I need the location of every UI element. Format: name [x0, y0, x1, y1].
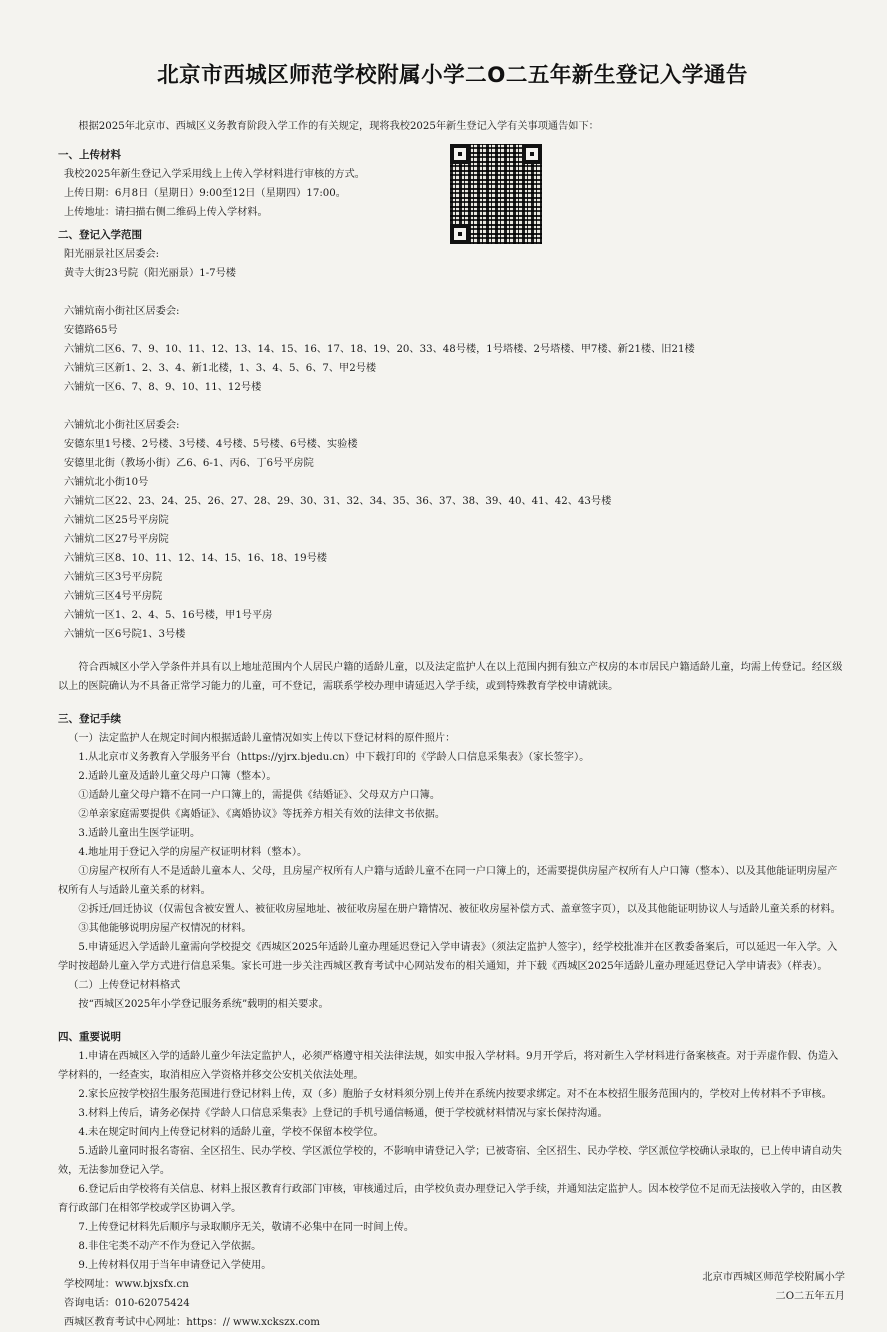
note-item: 2.家长应按学校招生服务范围进行登记材料上传，双（多）胞胎子女材料须分别上传并在系统内按要求绑定。对不在本校招生服务范围内的，学校对上传材料不予审核。 — [78, 1089, 832, 1100]
address-line: 六铺炕三区3号平房院 — [64, 572, 163, 583]
note-item: 1.申请在西城区入学的适龄儿童少年法定监护人，必须严格遵守相关法律法规，如实申报入学材料。9月开学后，将对新生入学材料进行备案核查。对于弄虚作假、伪造入学材料的，一经查实，取消相应入学资格并移交公安机关依法处理。 — [58, 1051, 839, 1081]
section-heading: 四、重要说明 — [58, 1031, 121, 1043]
note-item: 3.材料上传后，请务必保持《学龄人口信息采集表》上登记的手机号通信畅通，便于学校就材料情况与家长保持沟通。 — [78, 1108, 608, 1119]
section-scope — [58, 226, 847, 696]
note-item: 4.未在规定时间内上传登记材料的适龄儿童，学校不保留本校学位。 — [78, 1127, 384, 1138]
section-heading: 三、登记手续 — [58, 713, 121, 725]
qr-code[interactable] — [450, 144, 542, 244]
address-line: 六铺炕三区新1、2、3、4、新1北楼，1、3、4、5、6、7、甲2号楼 — [64, 363, 377, 374]
procedure-item: 3.适龄儿童出生医学证明。 — [78, 828, 201, 839]
address-line: 六铺炕二区22、23、24、25、26、27、28、29、30、31、32、34、35、36、37、38、39、40、41、42、43号楼 — [64, 496, 612, 507]
community-name: 六铺炕北小街社区居委会: — [64, 420, 180, 431]
note-item: 8.非住宅类不动产不作为登记入学依据。 — [78, 1241, 262, 1252]
procedure-item: 4.地址用于登记入学的房屋产权证明材料（整本）。 — [78, 847, 308, 858]
procedure-item: ②拆迁/回迁协议（仅需包含被安置人、被征收房屋地址、被征收房屋在册户籍情况、被征收房屋补偿方式、盖章签字页），以及其他能证明协议人与适龄儿童关系的材料。 — [78, 904, 841, 915]
address-line: 六铺炕三区4号平房院 — [64, 591, 163, 602]
issuer-name: 北京市西城区师范学校附属小学 — [702, 1272, 845, 1283]
scope-note: 符合西城区小学入学条件并具有以上地址范围内个人居民户籍的适龄儿童，以及法定监护人在以上范围内拥有独立产权房的本市居民户籍适龄儿童，均需上传登记。经区级以上的医院确认为不具备正常学习能力的儿童，可不登记，需联系学校办理申请延迟入学手续，或到特殊教育学校申请就读。 — [58, 662, 843, 692]
address-line: 黄寺大街23号院（阳光丽景）1-7号楼 — [64, 268, 236, 279]
upload-date: 上传日期：6月8日（星期日）9:00至12日（星期四）17:00。 — [64, 188, 346, 199]
upload-address: 上传地址：请扫描右侧二维码上传入学材料。 — [64, 207, 268, 218]
procedure-item: 5.申请延迟入学适龄儿童需向学校提交《西城区2025年适龄儿童办理延迟登记入学申请表》（须法定监护人签字），经学校批准并在区教委备案后，可以延迟一年入学。入学时按超龄儿童入学方式进行信息采集。家长可进一步关注西城区教育考试中心网站发布的相关通知，并下载《西城区2025年适龄儿童办理延迟登记入学申请表》（样表）。 — [58, 942, 838, 972]
note-item: 7.上传登记材料先后顺序与录取顺序无关，敬请不必集中在同一时间上传。 — [78, 1222, 415, 1233]
note-item: 5.适龄儿童同时报名寄宿、全区招生、民办学校、学区派位学校的，不影响申请登记入学；已被寄宿、全区招生、民办学校、学区派位学校确认录取的，已上传申请自动失效，无法参加登记入学。 — [58, 1146, 842, 1176]
upload-method: 我校2025年新生登记入学采用线上上传入学材料进行审核的方式。 — [64, 169, 365, 180]
section-upload — [58, 146, 847, 222]
procedure-item: 按“西城区2025年小学登记服务系统”载明的相关要求。 — [78, 999, 329, 1010]
section-heading: 一、上传材料 — [58, 149, 121, 161]
address-line: 六铺炕一区6、7、8、9、10、11、12号楼 — [64, 382, 262, 393]
section-procedure — [58, 710, 847, 1014]
issue-date: 二O二五年五月 — [775, 1291, 845, 1302]
address-line: 安德东里1号楼、2号楼、3号楼、4号楼、5号楼、6号楼、实验楼 — [64, 439, 358, 450]
address-line: 六铺炕北小街10号 — [64, 477, 149, 488]
address-line: 安德里北街（教场小街）乙6、6-1、丙6、丁6号平房院 — [64, 458, 314, 469]
address-line: 六铺炕二区25号平房院 — [64, 515, 169, 526]
address-line: 六铺炕三区8、10、11、12、14、15、16、18、19号楼 — [64, 553, 327, 564]
signature-block — [702, 1268, 845, 1306]
note-item: 6.登记后由学校将有关信息、材料上报区教育行政部门审核，审核通过后，由学校负责办理登记入学手续，并通知法定监护人。因本校学位不足而无法接收入学的，由区教育行政部门在相邻学校或学区协调入学。 — [58, 1184, 842, 1214]
procedure-item: ③其他能够说明房屋产权情况的材料。 — [78, 923, 252, 934]
procedure-item: ①适龄儿童父母户籍不在同一户口簿上的，需提供《结婚证》、父母双方户口簿。 — [78, 790, 441, 801]
community-name: 六铺炕南小街社区居委会: — [64, 306, 180, 317]
address-line: 安德路65号 — [64, 325, 118, 336]
address-line: 六铺炕一区1、2、4、5、16号楼，甲1号平房 — [64, 610, 273, 621]
school-website: 学校网址：www.bjxsfx.cn — [64, 1279, 189, 1290]
qr-finder — [450, 224, 470, 244]
procedure-item: ②单亲家庭需要提供《离婚证》、《离婚协议》等抚养方相关有效的法律文书依据。 — [78, 809, 446, 820]
address-line: 六铺炕二区27号平房院 — [64, 534, 169, 545]
address-line: 六铺炕二区6、7、9、10、11、12、13、14、15、16、17、18、19、20、33、48号楼，1号塔楼、2号塔楼、甲7楼、新21楼、旧21楼 — [64, 344, 695, 355]
procedure-item: （二）上传登记材料格式 — [68, 980, 181, 991]
note-item: 9.上传材料仅用于当年申请登记入学使用。 — [78, 1260, 272, 1271]
qr-finder — [522, 144, 542, 164]
procedure-item: 2.适龄儿童及适龄儿童父母户口簿（整本）。 — [78, 771, 277, 782]
section-heading: 二、登记入学范围 — [58, 229, 142, 241]
page-title: 北京市西城区师范学校附属小学二O二五年新生登记入学通告 — [157, 63, 748, 88]
procedure-item: （一）法定监护人在规定时间内根据适龄儿童情况如实上传以下登记材料的原件照片： — [68, 733, 456, 744]
address-line: 六铺炕一区6号院1、3号楼 — [64, 629, 186, 640]
exam-center-website: 西城区教育考试中心网址：https：// www.xckszx.com — [64, 1317, 320, 1328]
intro-paragraph: 根据2025年北京市、西城区义务教育阶段入学工作的有关规定，现将我校2025年新生登记入学有关事项通告如下： — [78, 121, 599, 132]
contact-phone: 咨询电话：010-62075424 — [64, 1298, 190, 1309]
qr-finder — [450, 144, 470, 164]
community-name: 阳光丽景社区居委会: — [64, 249, 160, 260]
procedure-item: 1.从北京市义务教育入学服务平台（https://yjrx.bjedu.cn）中下载打印的《学龄人口信息采集表》（家长签字）。 — [78, 752, 590, 763]
procedure-item: ①房屋产权所有人不是适龄儿童本人、父母，且房屋产权所有人户籍与适龄儿童不在同一户口簿上的，还需要提供房屋产权所有人户口簿（整本）、以及其他能证明房屋产权所有人与适龄儿童关系的材料。 — [58, 866, 838, 896]
